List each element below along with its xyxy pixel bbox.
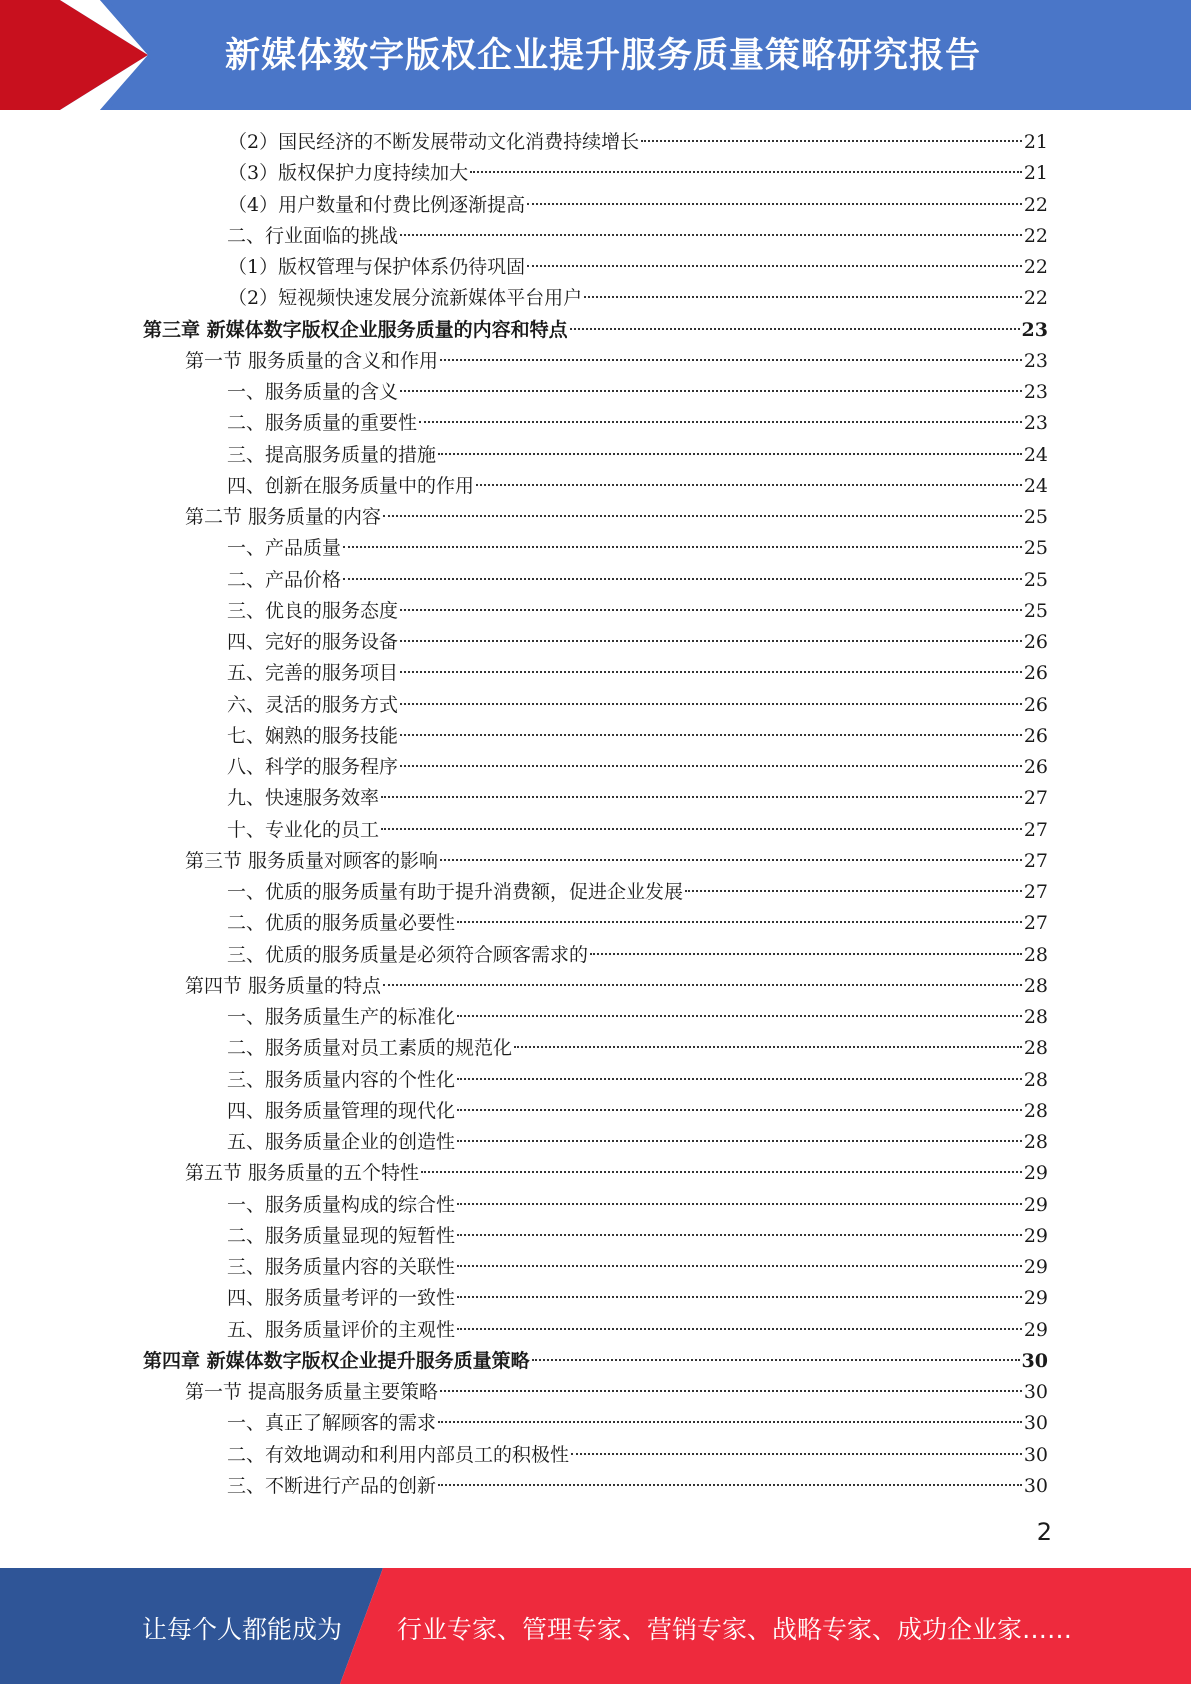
toc-entry-page: 24 xyxy=(1023,475,1048,497)
toc-entry[interactable] xyxy=(227,815,1048,846)
toc-entry[interactable] xyxy=(227,1190,1048,1221)
toc-entry-title: 一、产品质量 xyxy=(227,537,342,559)
toc-entry[interactable] xyxy=(227,1096,1048,1127)
toc-entry-title: 第五节 服务质量的五个特性 xyxy=(185,1162,420,1184)
toc-entry[interactable] xyxy=(228,283,1048,314)
toc-entry-page: 30 xyxy=(1023,1475,1048,1497)
toc-entry-title: （1）版权管理与保护体系仍待巩固 xyxy=(228,256,526,278)
toc-entry-page: 21 xyxy=(1023,131,1048,153)
toc-entry[interactable] xyxy=(227,533,1048,564)
footer-slogan-left: 让每个人都能成为 xyxy=(142,1615,343,1644)
toc-entry-title: 七、娴熟的服务技能 xyxy=(227,725,399,747)
toc-dot-leader xyxy=(590,953,1022,955)
footer-slogan-right: 行业专家、管理专家、营销专家、战略专家、成功企业家…… xyxy=(397,1615,1073,1644)
toc-dot-leader xyxy=(470,171,1022,173)
toc-entry-title: 九、快速服务效率 xyxy=(227,787,380,809)
toc-dot-leader xyxy=(419,421,1022,423)
toc-dot-leader xyxy=(685,890,1022,892)
toc-entry-title: 四、创新在服务质量中的作用 xyxy=(227,475,475,497)
toc-entry-page: 28 xyxy=(1023,1069,1048,1091)
toc-entry[interactable] xyxy=(227,596,1048,627)
toc-entry-page: 26 xyxy=(1023,756,1048,778)
toc-entry-page: 30 xyxy=(1021,1350,1048,1372)
toc-entry[interactable] xyxy=(227,221,1048,252)
toc-entry[interactable] xyxy=(227,1408,1048,1439)
toc-dot-leader xyxy=(571,1453,1022,1455)
toc-dot-leader xyxy=(440,859,1022,861)
toc-entry[interactable] xyxy=(227,1221,1048,1252)
toc-entry-title: 第三节 服务质量对顾客的影响 xyxy=(185,850,439,872)
toc-entry-page: 23 xyxy=(1023,412,1048,434)
report-title: 新媒体数字版权企业提升服务质量策略研究报告 xyxy=(225,36,982,76)
toc-entry-title: 第四节 服务质量的特点 xyxy=(185,975,382,997)
toc-dot-leader xyxy=(527,203,1022,205)
toc-entry[interactable] xyxy=(227,1002,1048,1033)
toc-entry[interactable] xyxy=(227,377,1048,408)
toc-entry[interactable] xyxy=(185,502,1048,533)
toc-dot-leader xyxy=(584,296,1022,298)
toc-dot-leader xyxy=(400,390,1022,392)
toc-entry[interactable] xyxy=(227,408,1048,439)
toc-entry-title: 八、科学的服务程序 xyxy=(227,756,399,778)
toc-dot-leader xyxy=(457,1203,1022,1205)
toc-entry-title: 三、服务质量内容的关联性 xyxy=(227,1256,456,1278)
toc-entry[interactable] xyxy=(227,627,1048,658)
toc-entry-page: 29 xyxy=(1023,1194,1048,1216)
toc-entry-title: 二、产品价格 xyxy=(227,569,342,591)
toc-entry-page: 25 xyxy=(1023,537,1048,559)
toc-entry-title: 五、服务质量评价的主观性 xyxy=(227,1319,456,1341)
toc-entry-title: 二、有效地调动和利用内部员工的积极性 xyxy=(227,1444,570,1466)
toc-entry-title: 三、提高服务质量的措施 xyxy=(227,444,437,466)
toc-dot-leader xyxy=(457,1015,1022,1017)
toc-dot-leader xyxy=(438,453,1022,455)
toc-dot-leader xyxy=(457,1296,1022,1298)
toc-dot-leader xyxy=(438,1484,1022,1486)
toc-entry[interactable] xyxy=(227,1065,1048,1096)
page-number: 2 xyxy=(1036,1518,1052,1546)
toc-entry-title: 二、优质的服务质量必要性 xyxy=(227,912,456,934)
toc-entry[interactable] xyxy=(185,846,1048,877)
toc-entry-page: 23 xyxy=(1023,381,1048,403)
toc-entry-title: 五、完善的服务项目 xyxy=(227,662,399,684)
toc-dot-leader xyxy=(532,1359,1020,1361)
toc-entry-page: 28 xyxy=(1023,944,1048,966)
toc-dot-leader xyxy=(438,1421,1022,1423)
toc-entry[interactable] xyxy=(227,940,1048,971)
toc-dot-leader xyxy=(457,921,1022,923)
toc-entry-title: 三、不断进行产品的创新 xyxy=(227,1475,437,1497)
toc-entry-title: 二、服务质量对员工素质的规范化 xyxy=(227,1037,513,1059)
toc-entry[interactable] xyxy=(227,1283,1048,1314)
toc-entry-page: 27 xyxy=(1023,912,1048,934)
toc-entry-title: 第一节 提高服务质量主要策略 xyxy=(185,1381,439,1403)
toc-entry-title: 二、服务质量的重要性 xyxy=(227,412,418,434)
toc-dot-leader xyxy=(383,984,1022,986)
toc-entry-page: 26 xyxy=(1023,725,1048,747)
toc-entry[interactable] xyxy=(227,752,1048,783)
toc-entry-title: 一、优质的服务质量有助于提升消费额，促进企业发展 xyxy=(227,881,684,903)
toc-dot-leader xyxy=(457,1140,1022,1142)
toc-entry-page: 21 xyxy=(1023,162,1048,184)
toc-entry[interactable] xyxy=(227,471,1048,502)
toc-dot-leader xyxy=(457,1078,1022,1080)
toc-dot-leader xyxy=(400,765,1022,767)
toc-entry-page: 25 xyxy=(1023,569,1048,591)
toc-entry-title: （2）国民经济的不断发展带动文化消费持续增长 xyxy=(228,131,640,153)
toc-dot-leader xyxy=(476,484,1022,486)
toc-entry-page: 25 xyxy=(1023,600,1048,622)
toc-entry[interactable] xyxy=(227,1440,1048,1471)
toc-entry-page: 28 xyxy=(1023,1037,1048,1059)
toc-entry-title: （2）短视频快速发展分流新媒体平台用户 xyxy=(228,287,583,309)
toc-dot-leader xyxy=(421,1171,1022,1173)
toc-entry-title: 四、服务质量考评的一致性 xyxy=(227,1287,456,1309)
toc-entry[interactable] xyxy=(227,877,1048,908)
toc-dot-leader xyxy=(343,546,1022,548)
toc-entry-title: 十、专业化的员工 xyxy=(227,819,380,841)
toc-entry-title: 一、服务质量生产的标准化 xyxy=(227,1006,456,1028)
toc-entry[interactable] xyxy=(227,440,1048,471)
toc-entry[interactable] xyxy=(227,1471,1048,1502)
toc-dot-leader xyxy=(400,609,1022,611)
toc-entry-page: 28 xyxy=(1023,975,1048,997)
toc-entry-title: 一、真正了解顾客的需求 xyxy=(227,1412,437,1434)
toc-entry-page: 23 xyxy=(1023,350,1048,372)
toc-entry-page: 26 xyxy=(1023,694,1048,716)
toc-dot-leader xyxy=(440,1390,1022,1392)
toc-entry-title: 二、行业面临的挑战 xyxy=(227,225,399,247)
toc-entry[interactable] xyxy=(185,346,1048,377)
toc-dot-leader xyxy=(457,1265,1022,1267)
toc-entry[interactable] xyxy=(227,1127,1048,1158)
toc-entry[interactable] xyxy=(227,908,1048,939)
toc-entry[interactable] xyxy=(228,190,1048,221)
toc-entry-page: 29 xyxy=(1023,1225,1048,1247)
toc-entry-page: 22 xyxy=(1023,194,1048,216)
toc-dot-leader xyxy=(381,828,1022,830)
toc-entry[interactable] xyxy=(185,971,1048,1002)
toc-entry-title: 四、服务质量管理的现代化 xyxy=(227,1100,456,1122)
toc-entry-page: 27 xyxy=(1023,787,1048,809)
toc-entry-page: 28 xyxy=(1023,1131,1048,1153)
toc-entry[interactable] xyxy=(227,1315,1048,1346)
toc-entry[interactable] xyxy=(185,1158,1048,1189)
toc-entry[interactable] xyxy=(185,1377,1048,1408)
toc-entry[interactable] xyxy=(227,565,1048,596)
toc-dot-leader xyxy=(400,671,1022,673)
toc-dot-leader xyxy=(457,1109,1022,1111)
toc-entry-page: 27 xyxy=(1023,819,1048,841)
toc-entry-page: 22 xyxy=(1023,287,1048,309)
toc-entry-page: 29 xyxy=(1023,1319,1048,1341)
toc-dot-leader xyxy=(514,1046,1022,1048)
page-footer xyxy=(0,1568,1191,1684)
toc-entry-title: 一、服务质量构成的综合性 xyxy=(227,1194,456,1216)
toc-entry-title: 五、服务质量企业的创造性 xyxy=(227,1131,456,1153)
toc-entry-page: 28 xyxy=(1023,1100,1048,1122)
toc-entry-page: 28 xyxy=(1023,1006,1048,1028)
toc-entry[interactable] xyxy=(227,1252,1048,1283)
toc-entry[interactable] xyxy=(227,658,1048,689)
toc-entry-page: 23 xyxy=(1021,319,1048,341)
toc-dot-leader xyxy=(570,328,1020,330)
toc-entry-page: 25 xyxy=(1023,506,1048,528)
toc-entry[interactable] xyxy=(227,783,1048,814)
toc-dot-leader xyxy=(641,140,1022,142)
toc-entry[interactable] xyxy=(227,721,1048,752)
toc-entry-title: 三、优质的服务质量是必须符合顾客需求的 xyxy=(227,944,589,966)
toc-entry-page: 27 xyxy=(1023,850,1048,872)
toc-dot-leader xyxy=(400,703,1022,705)
toc-entry[interactable] xyxy=(227,690,1048,721)
toc-entry-title: 第一节 服务质量的含义和作用 xyxy=(185,350,439,372)
toc-entry-page: 29 xyxy=(1023,1162,1048,1184)
toc-dot-leader xyxy=(440,359,1022,361)
toc-entry-title: 三、服务质量内容的个性化 xyxy=(227,1069,456,1091)
toc-entry-title: 四、完好的服务设备 xyxy=(227,631,399,653)
toc-dot-leader xyxy=(343,578,1022,580)
toc-dot-leader xyxy=(400,234,1022,236)
toc-entry-title: 二、服务质量显现的短暂性 xyxy=(227,1225,456,1247)
toc-dot-leader xyxy=(457,1328,1022,1330)
toc-dot-leader xyxy=(400,734,1022,736)
toc-dot-leader xyxy=(381,796,1022,798)
toc-entry-page: 30 xyxy=(1023,1444,1048,1466)
toc-entry-page: 22 xyxy=(1023,256,1048,278)
toc-dot-leader xyxy=(383,515,1022,517)
toc-entry[interactable] xyxy=(228,158,1048,189)
toc-entry-page: 30 xyxy=(1023,1381,1048,1403)
toc-entry-page: 30 xyxy=(1023,1412,1048,1434)
toc-entry-title: （4）用户数量和付费比例逐渐提高 xyxy=(228,194,526,216)
toc-entry-page: 26 xyxy=(1023,631,1048,653)
toc-entry[interactable] xyxy=(228,252,1048,283)
toc-entry[interactable] xyxy=(143,315,1048,346)
toc-entry-title: 六、灵活的服务方式 xyxy=(227,694,399,716)
toc-entry-title: 一、服务质量的含义 xyxy=(227,381,399,403)
toc-entry-title: （3）版权保护力度持续加大 xyxy=(228,162,469,184)
page-header xyxy=(0,0,1191,110)
toc-entry-page: 29 xyxy=(1023,1256,1048,1278)
toc-entry-title: 第三章 新媒体数字版权企业服务质量的内容和特点 xyxy=(143,319,568,341)
toc-dot-leader xyxy=(527,265,1022,267)
toc-entry-page: 27 xyxy=(1023,881,1048,903)
toc-entry-title: 第二节 服务质量的内容 xyxy=(185,506,382,528)
toc-entry[interactable] xyxy=(228,127,1048,158)
toc-entry-page: 22 xyxy=(1023,225,1048,247)
toc-entry[interactable] xyxy=(227,1033,1048,1064)
toc-entry-page: 29 xyxy=(1023,1287,1048,1309)
toc-entry[interactable] xyxy=(143,1346,1048,1377)
toc-entry-page: 24 xyxy=(1023,444,1048,466)
toc-entry-title: 第四章 新媒体数字版权企业提升服务质量策略 xyxy=(143,1350,530,1372)
toc-dot-leader xyxy=(457,1234,1022,1236)
toc-entry-page: 26 xyxy=(1023,662,1048,684)
toc-entry-title: 三、优良的服务态度 xyxy=(227,600,399,622)
toc-dot-leader xyxy=(400,640,1022,642)
